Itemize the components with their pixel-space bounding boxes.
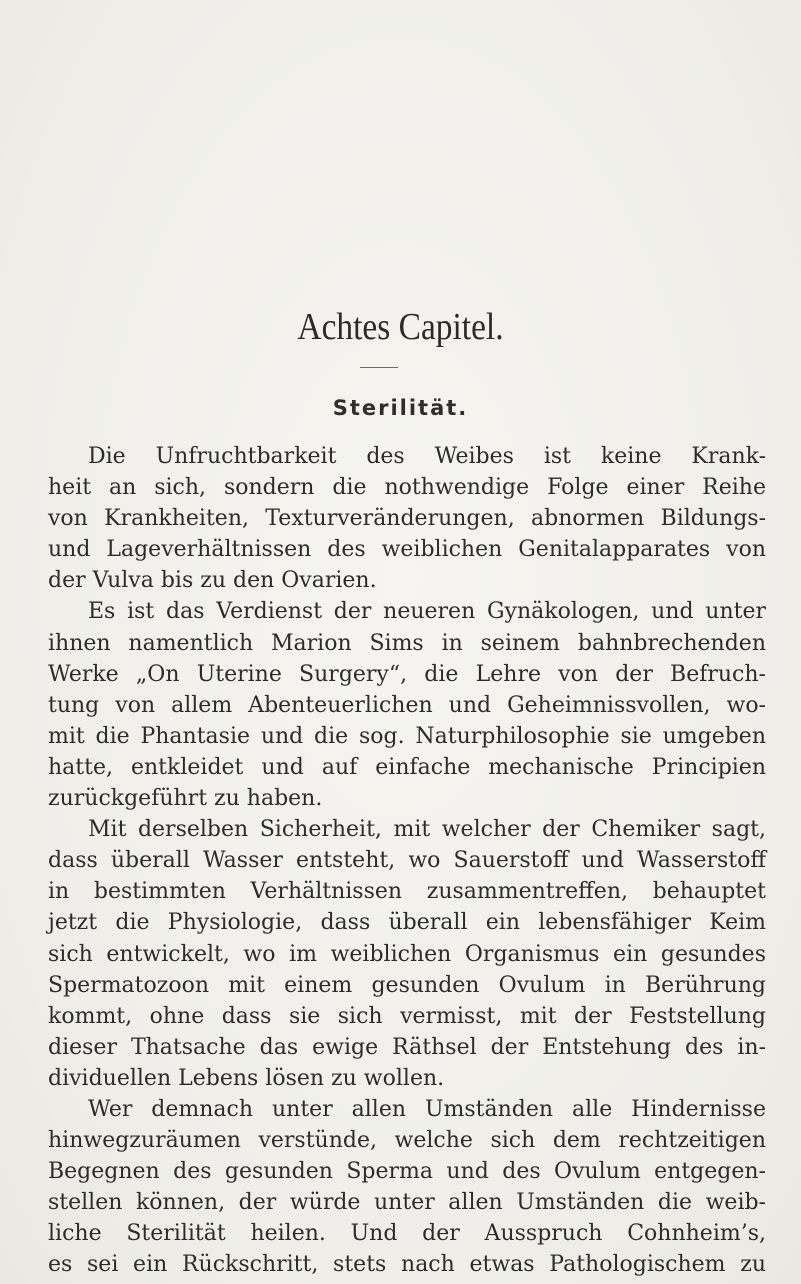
- text-line: Werke „On Uterine Surgery“, die Lehre von der Befruch-: [48, 661, 766, 687]
- text-line: sich entwickelt, wo im weiblichen Organismus ein gesundes: [48, 941, 766, 967]
- text-line: Wer demnach unter allen Umständen alle Hindernisse: [88, 1096, 766, 1122]
- text-line: dividuellen Lebens lösen zu wollen.: [48, 1065, 445, 1091]
- chapter-title: Achtes Capitel.: [297, 306, 504, 348]
- text-line: der Vulva bis zu den Ovarien.: [48, 568, 377, 594]
- text-line: Mit derselben Sicherheit, mit welcher der Chemiker sagt,: [88, 817, 766, 843]
- text-line: mit die Phantasie und die sog. Naturphilosophie sie umgeben: [48, 723, 766, 749]
- text-line: jetzt die Physiologie, dass überall ein lebensfähiger Keim: [48, 910, 766, 936]
- text-line: hinwegzuräumen verstünde, welche sich dem rechtzeitigen: [48, 1128, 766, 1154]
- text-line: und Lageverhältnissen des weiblichen Genitalapparates von: [48, 537, 766, 563]
- text-line: liche Sterilität heilen. Und der Ausspruch Cohnheim’s,: [48, 1221, 766, 1247]
- title-divider: [360, 367, 398, 368]
- text-line: es sei ein Rückschritt, stets nach etwas Pathologischem zu: [48, 1252, 766, 1278]
- text-line: hatte, entkleidet und auf einfache mechanische Principien: [48, 754, 766, 780]
- text-line: Es ist das Verdienst der neueren Gynäkologen, und unter: [88, 599, 766, 625]
- text-line: Spermatozoon mit einem gesunden Ovulum in Berührung: [48, 972, 766, 998]
- section-title: Sterilität.: [332, 396, 469, 420]
- text-line: Die Unfruchtbarkeit des Weibes ist keine Krank-: [88, 444, 766, 469]
- text-line: in bestimmten Verhältnissen zusammentreffen, behauptet: [48, 879, 766, 905]
- text-line: ihnen namentlich Marion Sims in seinem bahnbrechenden: [48, 630, 766, 656]
- text-line: kommt, ohne dass sie sich vermisst, mit der Feststellung: [48, 1003, 766, 1029]
- text-line: dieser Thatsache das ewige Räthsel der Entstehung des in-: [48, 1034, 766, 1060]
- text-line: Begegnen des gesunden Sperma und des Ovulum entgegen-: [48, 1159, 766, 1185]
- text-line: von Krankheiten, Texturveränderungen, abnormen Bildungs-: [48, 506, 766, 532]
- text-line: stellen können, der würde unter allen Umständen die weib-: [48, 1190, 766, 1216]
- text-line: dass überall Wasser entsteht, wo Sauerstoff und Wasserstoff: [48, 848, 766, 874]
- body-text: [48, 441, 766, 1281]
- text-line: tung von allem Abenteuerlichen und Geheimnissvollen, wo-: [48, 692, 766, 718]
- text-line: heit an sich, sondern die nothwendige Folge einer Reihe: [48, 475, 766, 501]
- text-line: zurückgeführt zu haben.: [48, 786, 323, 812]
